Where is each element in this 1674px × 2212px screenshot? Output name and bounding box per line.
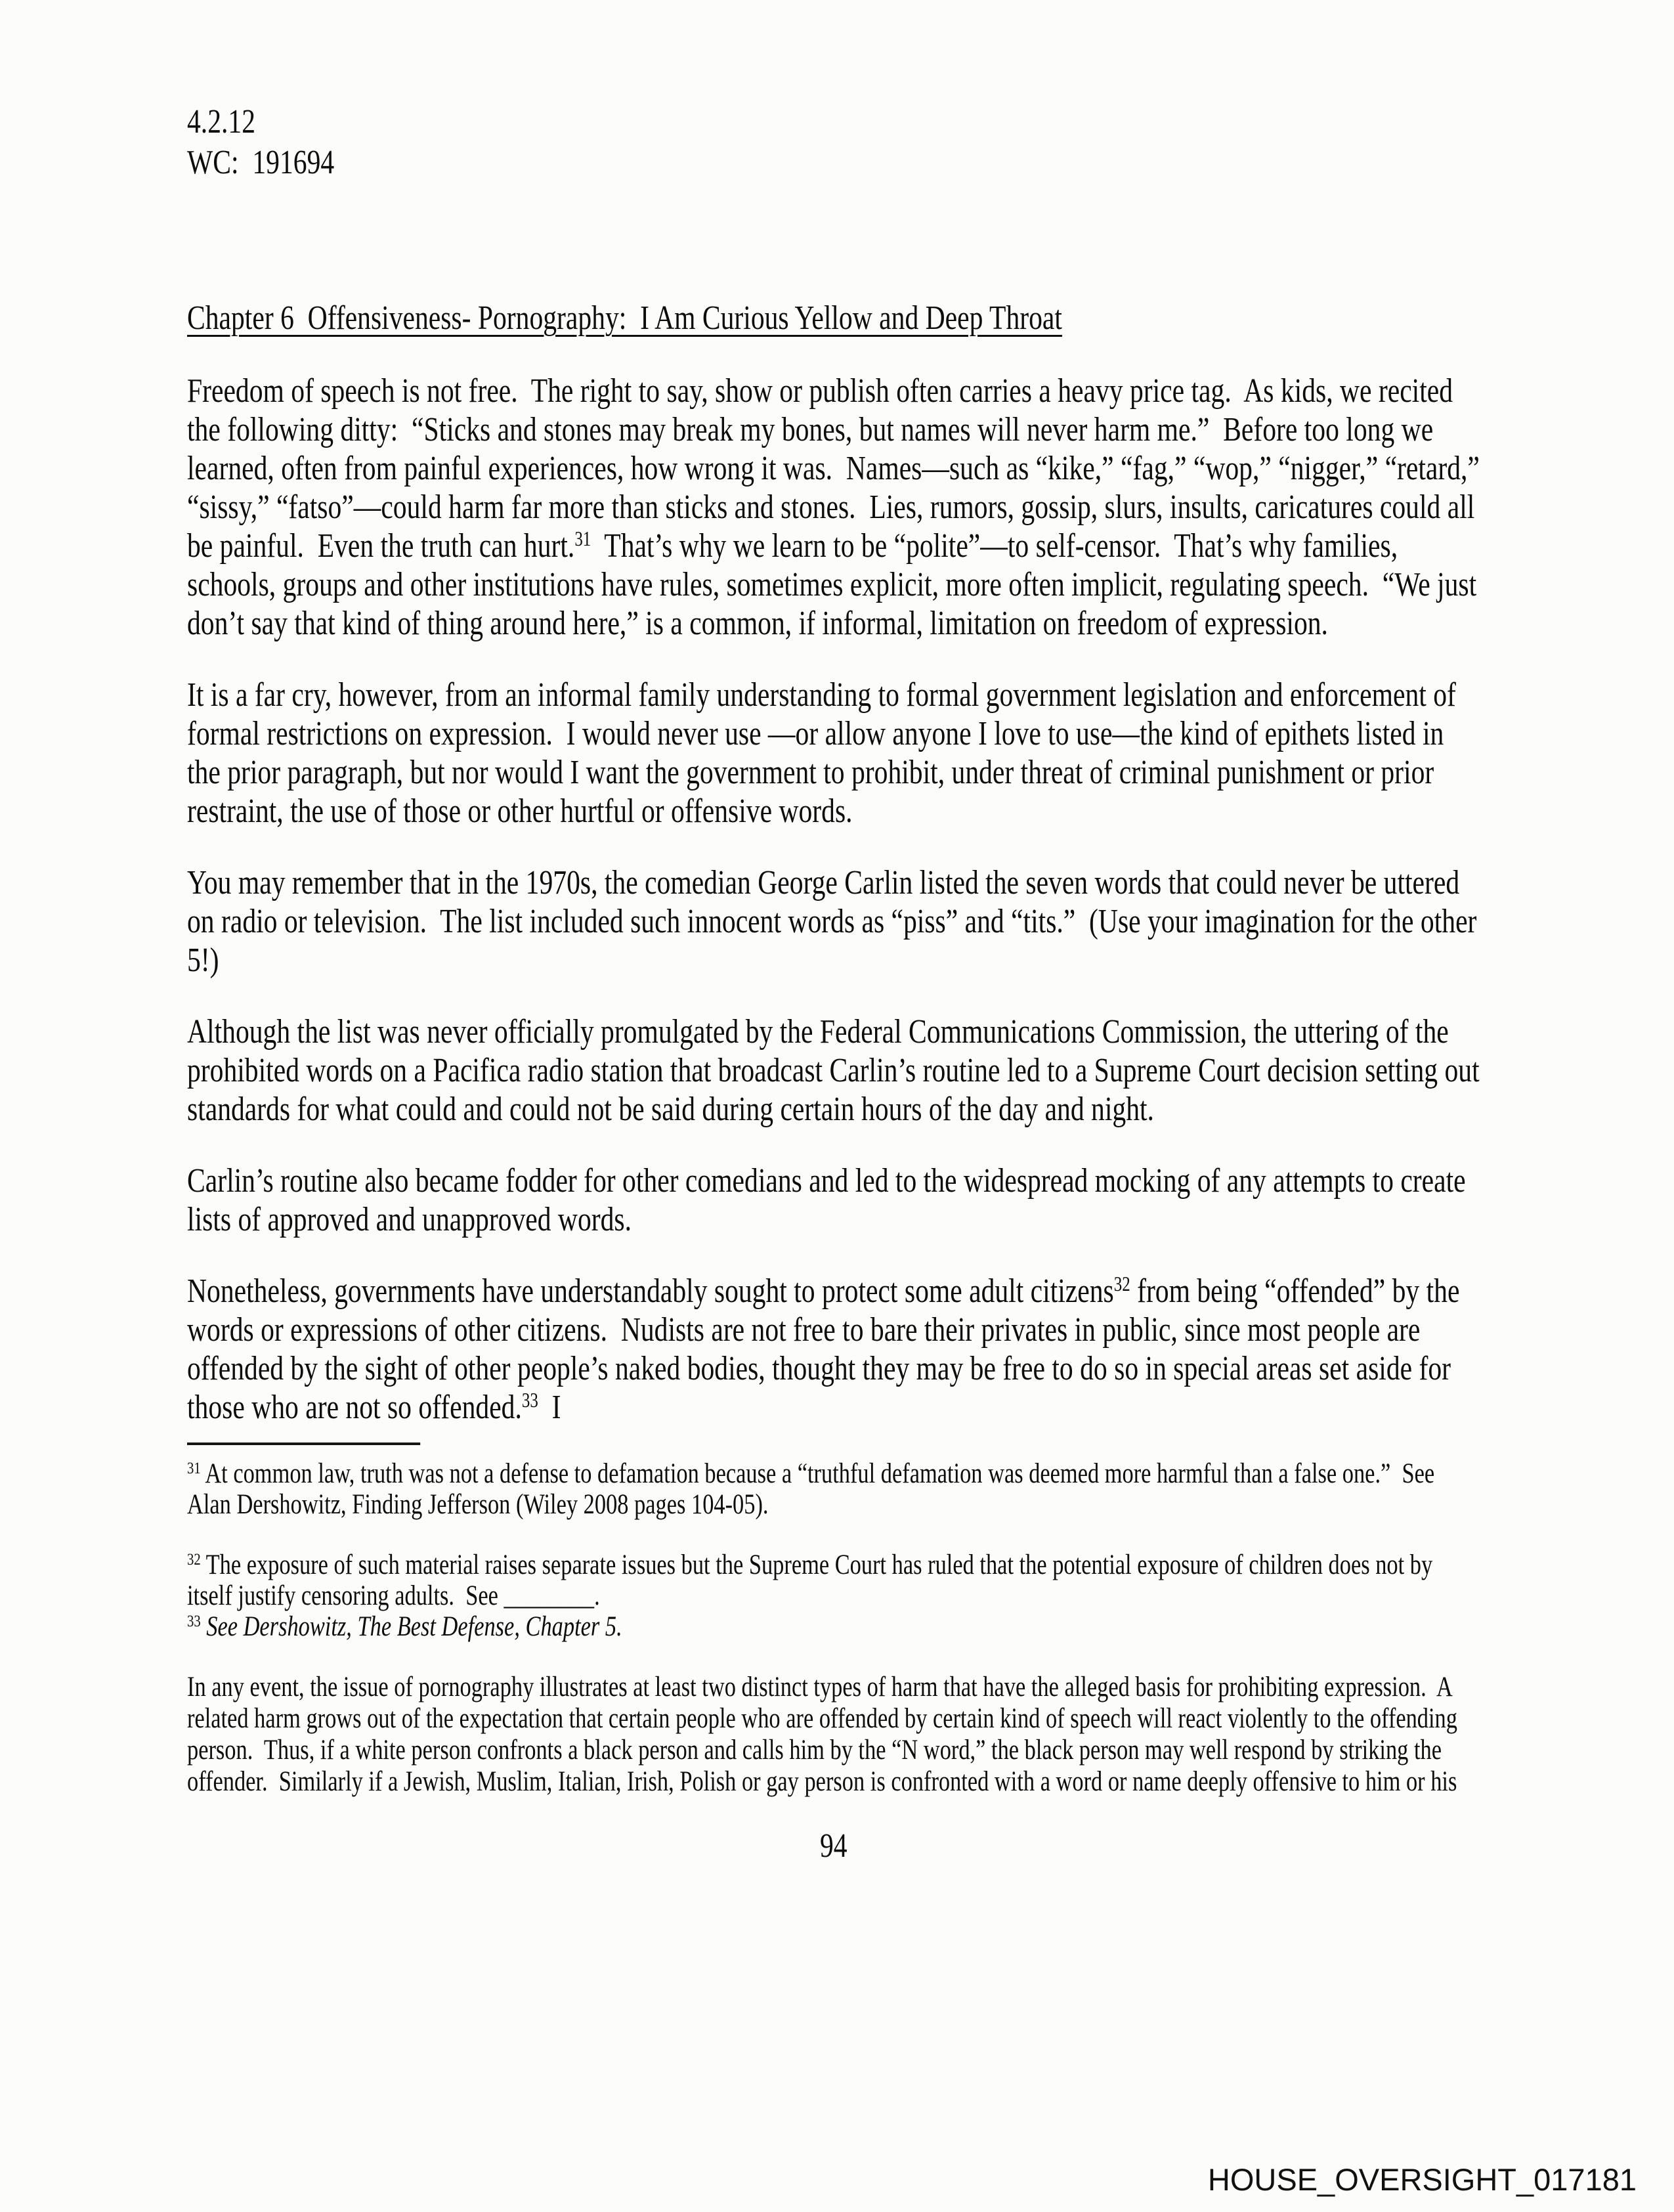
paragraph-text: Freedom of speech is not free. The right to say, show or publish often carries a heavy price tag. As kids, we recited the following ditty: “Sticks and stones may break my bones, but names will never harm me.” Before too long we learned, often from painful experiences, how wrong it was. Names—such as “kike,” “fag,” “wop,” “nigger,” “retard,” “sissy,” “fatso”—could harm far more than sticks and stones. Lies, rumors, gossip, slurs, insults, caricatures could all be painful. Even the truth can hurt. <box>187 372 1487 565</box>
paragraph-5: Carlin’s routine also became fodder for other comedians and led to the widespread mocking of any attempts to create lists of approved and unapproved words. <box>187 1162 1473 1238</box>
footnote-31 <box>187 1458 1480 1520</box>
footnote-33-marker: 33 <box>187 1611 201 1630</box>
footnote-31-marker: 31 <box>187 1458 201 1477</box>
footnote-ref-32: 32 <box>1113 1272 1130 1295</box>
header-date: 4.2.12 <box>187 103 255 141</box>
closing-paragraph: In any event, the issue of pornography illustrates at least two distinct types of harm that have the alleged basis for prohibiting expression. A related harm grows out of the expectation that certain people who are offended by certain kind of speech will react violently to the offending person. Thus, if a white person confronts a black person and calls him by the “N word,” the black person may well respond by striking the offender. Similarly if a Jewish, Muslim, Italian, Irish, Polish or gay person is confronted with a word or name deeply offensive to him or his <box>187 1672 1463 1797</box>
footnote-32-text: The exposure of such material raises separate issues but the Supreme Court has ruled that the potential exposure of children does not by itself justify censoring adults. See ________. <box>187 1550 1438 1611</box>
paragraph-1 <box>187 372 1487 643</box>
paragraph-text: Nonetheless, governments have understandably sought to protect some adult citizens <box>187 1272 1114 1310</box>
footnote-33 <box>187 1611 1480 1642</box>
footnote-32 <box>187 1550 1480 1611</box>
paragraph-6 <box>187 1272 1480 1427</box>
page-number: 94 <box>820 1827 848 1865</box>
footnote-32-marker: 32 <box>187 1549 201 1569</box>
footnote-ref-31: 31 <box>574 527 591 550</box>
paragraph-text: from being “offended” by the words or expressions of other citizens. Nudists are not free to bare their privates in public, since most people are offended by the sight of other people’s naked bodies, thought they may be free to do so in special areas set aside for those who are not so offended. <box>187 1272 1467 1426</box>
footnote-ref-33: 33 <box>521 1388 538 1412</box>
footnote-separator <box>187 1442 420 1445</box>
chapter-title: Chapter 6 Offensiveness- Pornography: I Am Curious Yellow and Deep Throat <box>187 299 1062 337</box>
paragraph-text: That’s why we learn to be “polite”—to self-censor. That’s why families, schools, groups and other institutions have rules, sometimes explicit, more often implicit, regulating speech. “We just don’t say that kind of thing around here,” is a common, if informal, limitation on freedom of expression. <box>187 527 1484 642</box>
scanned-text-column <box>187 102 1487 1867</box>
footnote-31-text: At common law, truth was not a defense to defamation because a “truthful defamation was deemed more harmful than a false one.” See Alan Dershowitz, Finding Jefferson (Wiley 2008 pages 104-05). <box>187 1458 1439 1520</box>
paragraph-2: It is a far cry, however, from an informal family understanding to formal government legislation and enforcement of formal restrictions on expression. I would never use —or allow anyone I love to use—the kind of epithets listed in the prior paragraph, but nor would I want the government to prohibit, under threat of criminal punishment or prior restraint, the use of those or other hurtful or offensive words. <box>187 676 1463 830</box>
paragraph-4: Although the list was never officially promulgated by the Federal Communications Commission, the uttering of the prohibited words on a Pacifica radio station that broadcast Carlin’s routine led to a Supreme Court decision setting out standards for what could and could not be said during certain hours of the day and night. <box>187 1013 1487 1128</box>
header-word-count: WC: 191694 <box>187 144 335 181</box>
paragraph-text: I <box>538 1389 561 1426</box>
page-header <box>187 102 1480 183</box>
bates-stamp: HOUSE_OVERSIGHT_017181 <box>1207 2162 1637 2197</box>
paragraph-3: You may remember that in the 1970s, the comedian George Carlin listed the seven words that could never be uttered on radio or television. The list included such innocent words as “piss” and “tits.” (Use your imagination for the other 5!) <box>187 864 1484 979</box>
footnote-33-text: See Dershowitz, The Best Defense, Chapter 5. <box>200 1611 622 1642</box>
